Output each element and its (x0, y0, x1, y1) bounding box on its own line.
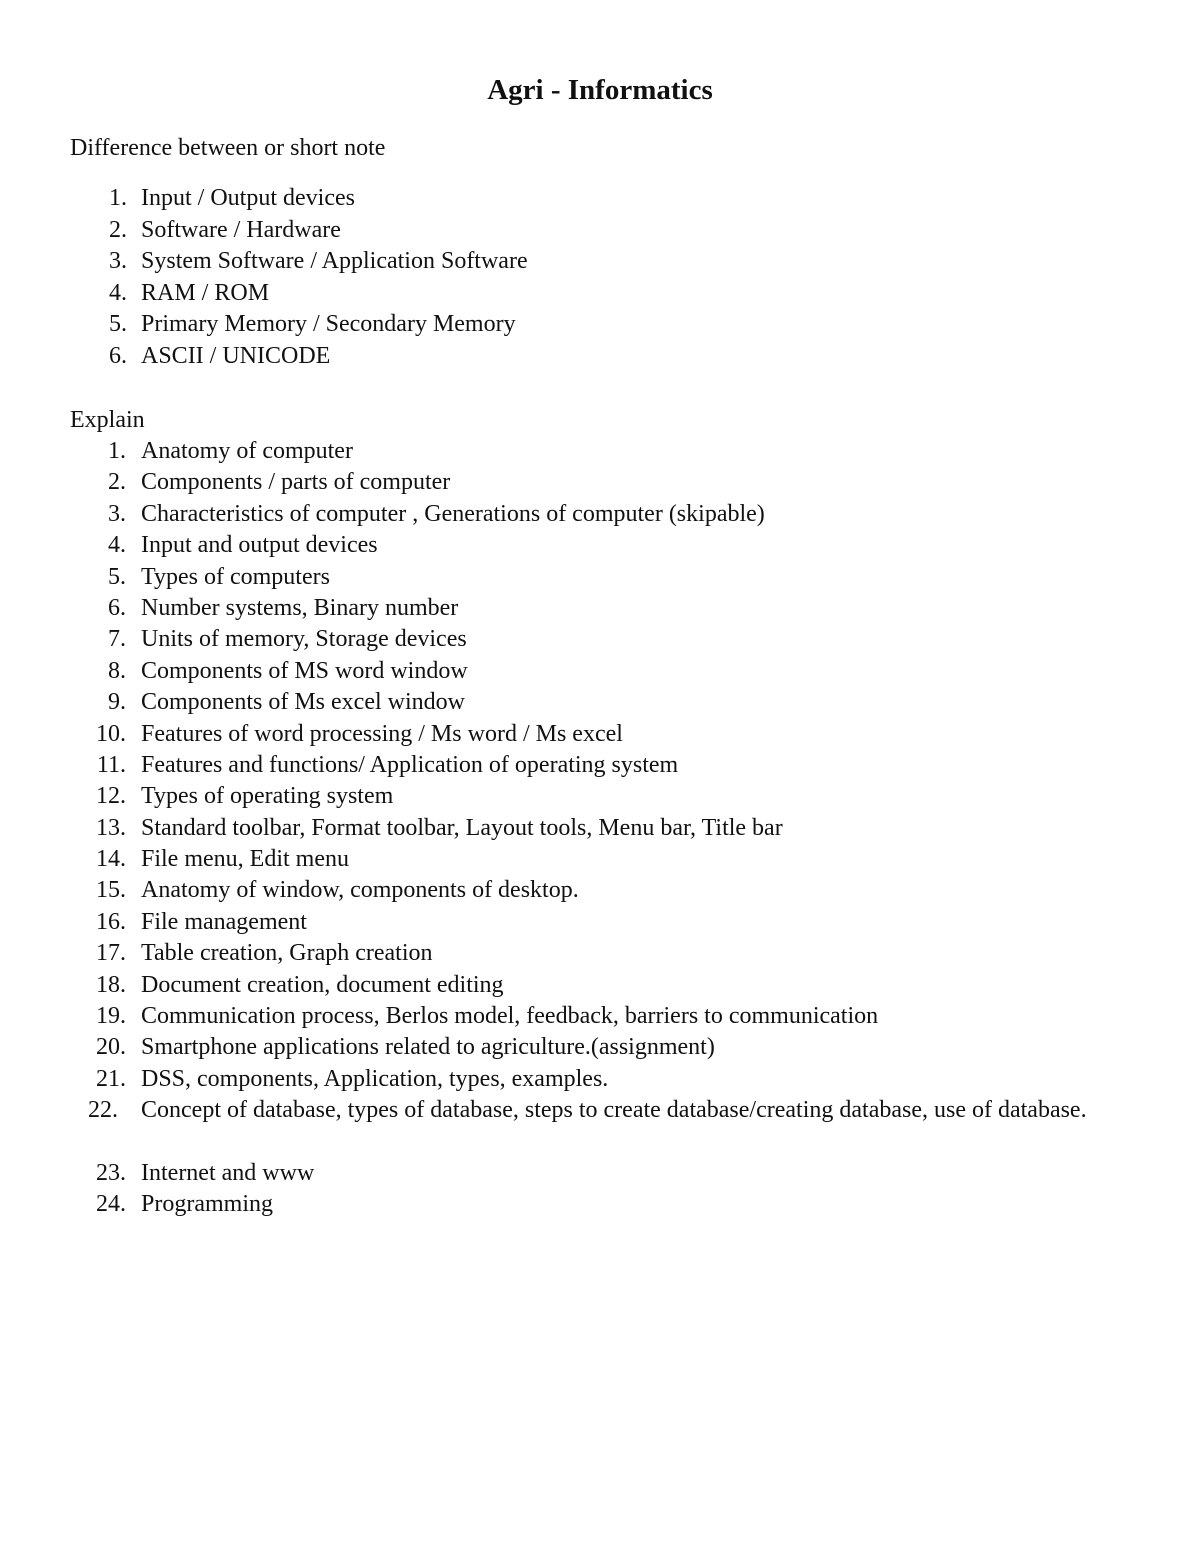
item-number: 3. (108, 500, 126, 527)
item-number: 5. (109, 311, 127, 337)
item-text: Features and functions/ Application of operating system (141, 751, 679, 778)
item-text: Types of computers (141, 563, 330, 590)
item-text: Programming (141, 1191, 273, 1218)
item-number: 4. (108, 532, 126, 559)
item-text: Input and output devices (141, 532, 378, 559)
item-number: 19. (96, 1003, 126, 1030)
item-text: Components / parts of computer (141, 469, 451, 496)
item-paragraph (88, 1095, 1128, 1126)
item-text: RAM / ROM (141, 279, 270, 306)
item-number: 22. (88, 1097, 118, 1124)
item-text: Components of MS word window (141, 657, 468, 684)
item-number: 9. (108, 689, 126, 716)
item-number: 17. (96, 940, 126, 967)
item-text: File management (141, 908, 307, 935)
item-number: 23. (96, 1160, 126, 1186)
item-number: 6. (109, 342, 127, 369)
item-number: 10. (96, 720, 126, 747)
item-number: 1. (108, 438, 126, 464)
explain-heading: Explain (70, 407, 145, 433)
item-text: Anatomy of window, components of desktop. (141, 877, 579, 904)
item-text: Document creation, document editing (141, 971, 504, 998)
item-text: Components of Ms excel window (141, 689, 465, 716)
item-number: 21. (96, 1065, 126, 1092)
item-text: Anatomy of computer (141, 438, 353, 464)
item-text: Internet and www (141, 1160, 315, 1186)
item-number: 12. (96, 783, 126, 810)
item-text: Types of operating system (141, 783, 394, 810)
item-number: 2. (108, 469, 126, 496)
item-number: 3. (109, 248, 127, 274)
item-number: 1. (109, 185, 127, 211)
item-text: Software / Hardware (141, 216, 341, 243)
item-number: 8. (108, 657, 126, 684)
item-text: Number systems, Binary number (141, 594, 459, 621)
item-text: Communication process, Berlos model, feedback, barriers to communication (141, 1003, 879, 1030)
item-number: 20. (96, 1034, 126, 1061)
item-number: 18. (96, 971, 126, 998)
page-title: Agri - Informatics (487, 74, 713, 106)
item-number: 24. (96, 1191, 126, 1218)
item-text: Standard toolbar, Format toolbar, Layout tools, Menu bar, Title bar (141, 814, 783, 841)
item-number: 5. (108, 563, 126, 590)
item-text: Primary Memory / Secondary Memory (141, 311, 516, 337)
item-number: 14. (96, 846, 126, 873)
item-number: 4. (109, 279, 127, 306)
item-number: 13. (96, 814, 126, 841)
item-text: File menu, Edit menu (141, 846, 349, 873)
item-number: 11. (96, 751, 126, 778)
item-number: 6. (108, 594, 126, 621)
item-text: DSS, components, Application, types, examples. (141, 1065, 609, 1092)
item-text: System Software / Application Software (141, 248, 528, 274)
item-text: Concept of database, types of database, steps to create database/creating database, use of database. (141, 1097, 1087, 1124)
item-text: Features of word processing / Ms word / Ms excel (141, 720, 623, 747)
item-text: Input / Output devices (141, 185, 355, 211)
item-text: ASCII / UNICODE (141, 342, 331, 369)
item-number: 7. (108, 626, 126, 653)
item-text: Units of memory, Storage devices (141, 626, 467, 653)
item-number: 16. (96, 908, 126, 935)
difference-heading: Difference between or short note (70, 135, 386, 161)
item-text: Smartphone applications related to agriculture.(assignment) (141, 1034, 715, 1061)
item-text: Table creation, Graph creation (141, 940, 433, 967)
item-number: 15. (96, 877, 126, 904)
item-text: Characteristics of computer , Generations of computer (skipable) (141, 500, 765, 527)
item-number: 2. (109, 216, 127, 243)
